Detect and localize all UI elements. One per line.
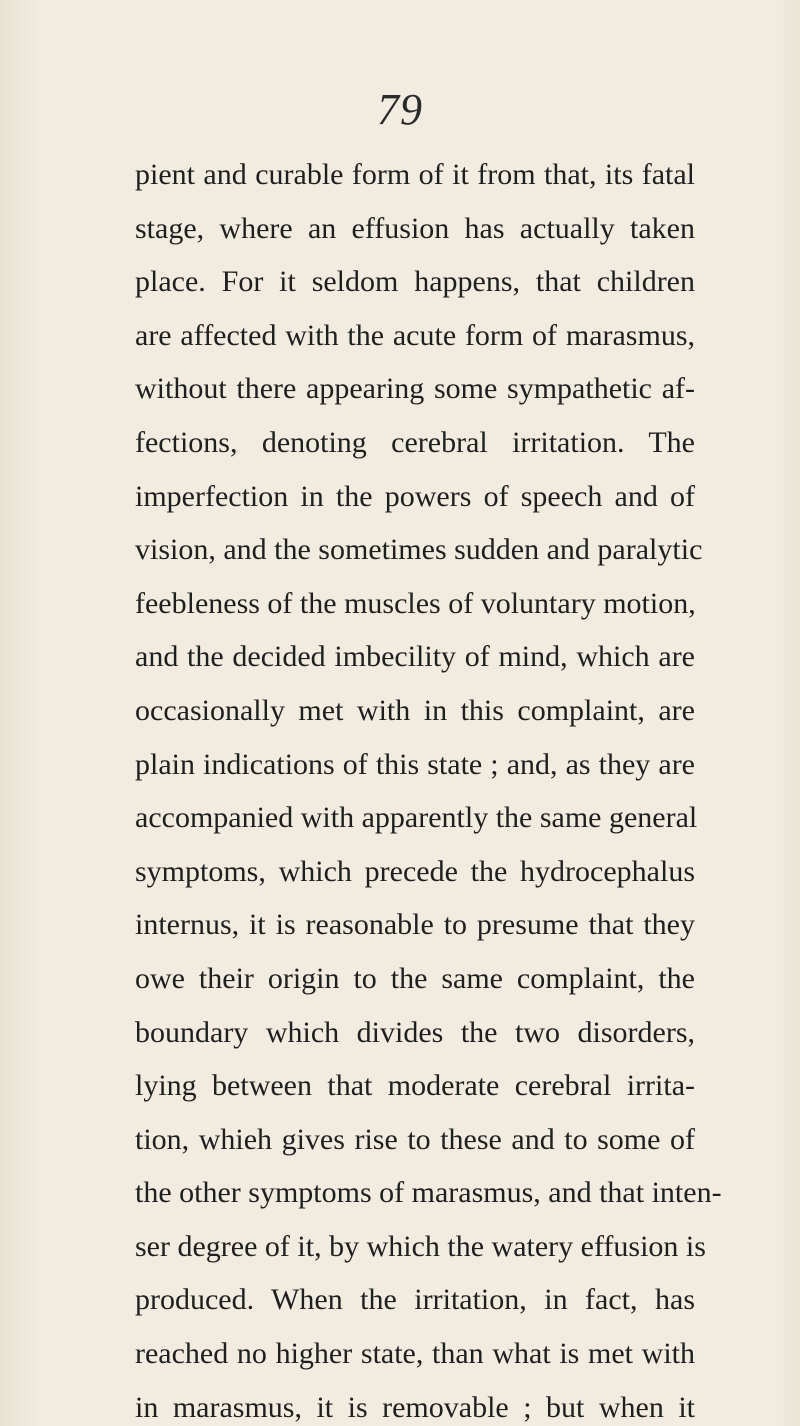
text-line: symptoms, which precede the hydrocephalus xyxy=(135,854,695,888)
text-line: tion, whieh gives rise to these and to some of xyxy=(135,1122,695,1156)
text-line: place. For it seldom happens, that children xyxy=(135,265,695,299)
text-line: plain indications of this state ; and, as they are xyxy=(135,747,695,781)
text-line: the other symptoms of marasmus, and that inten- xyxy=(135,1176,722,1210)
text-line: internus, it is reasonable to presume that they xyxy=(135,908,695,942)
text-line: boundary which divides the two disorders, xyxy=(135,1015,695,1049)
text-line: ser degree of it, by which the watery effusion is xyxy=(135,1229,706,1263)
text-line: stage, where an effusion has actually taken xyxy=(135,211,695,245)
text-line: produced. When the irritation, in fact, has xyxy=(135,1283,695,1317)
text-line: occasionally met with in this complaint, are xyxy=(135,693,695,727)
text-line: fections, denoting cerebral irritation. The xyxy=(135,425,695,459)
text-line: vision, and the sometimes sudden and paralytic xyxy=(135,533,703,567)
text-line: without there appearing some sympathetic af- xyxy=(135,372,695,406)
page-number: 79 xyxy=(377,85,423,134)
text-line: feebleness of the muscles of voluntary motion, xyxy=(135,586,696,620)
text-line: owe their origin to the same complaint, the xyxy=(135,961,695,995)
text-line: are affected with the acute form of marasmus, xyxy=(135,318,695,352)
text-line: lying between that moderate cerebral irrita- xyxy=(135,1069,695,1103)
text-line: pient and curable form of it from that, its fatal xyxy=(135,158,695,191)
body-text xyxy=(135,148,722,1426)
text-line: accompanied with apparently the same general xyxy=(135,801,698,835)
text-line: and the decided imbecility of mind, which are xyxy=(135,640,695,674)
text-line: reached no higher state, than what is met with xyxy=(135,1337,695,1371)
text-line: imperfection in the powers of speech and of xyxy=(135,479,695,513)
text-line: in marasmus, it is removable ; but when it xyxy=(135,1390,695,1424)
